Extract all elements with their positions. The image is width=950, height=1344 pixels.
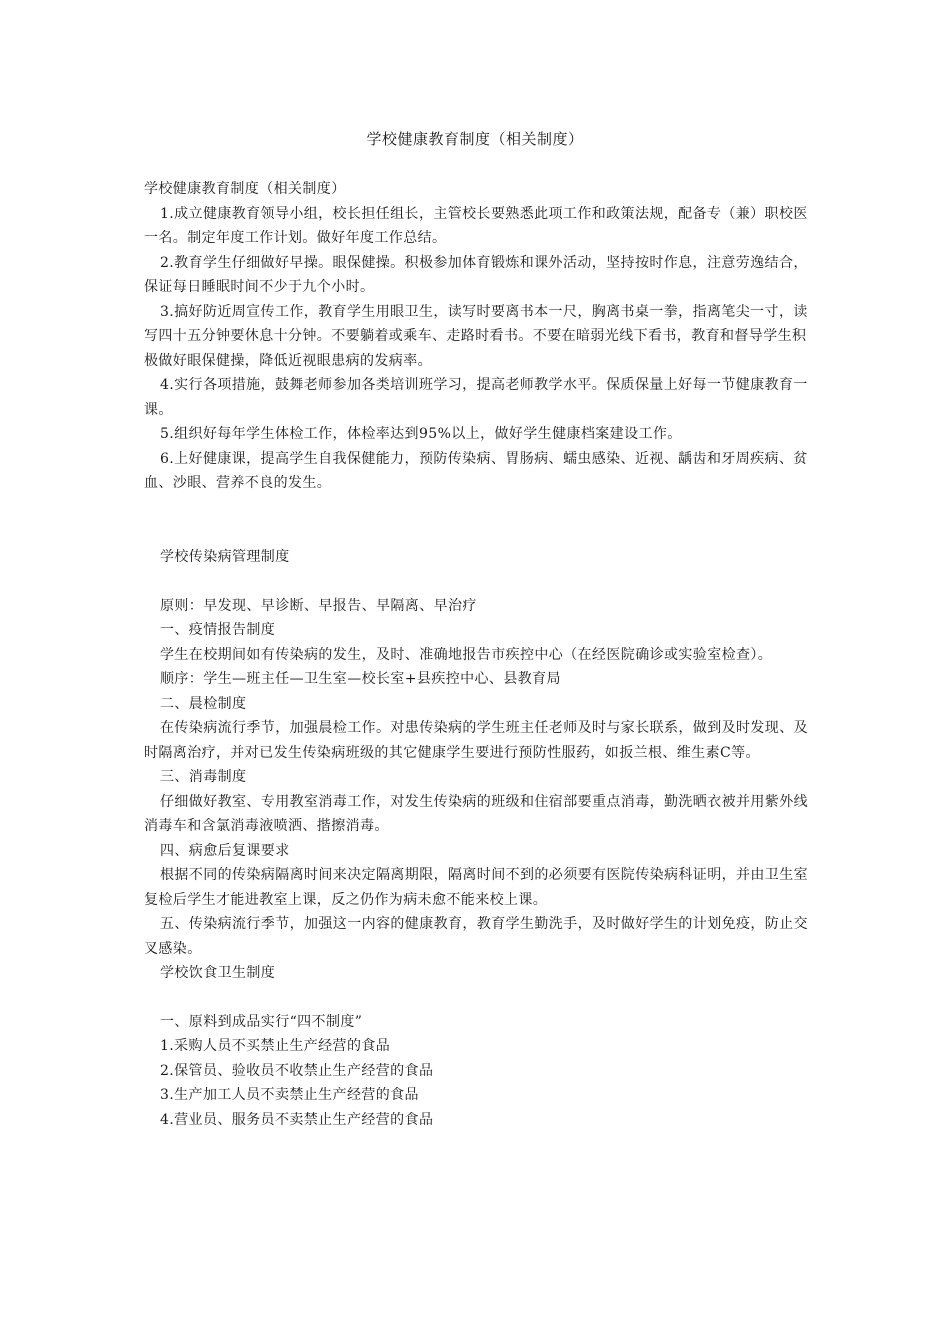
paragraph: 5.组织好每年学生体检工作，体检率达到95%以上，做好学生健康档案建设工作。 (160, 426, 682, 442)
subheading: 一、原料到成品实行“四不制度” (160, 1013, 363, 1030)
paragraph: 仔细做好教室、专用教室消毒工作，对发生传染病的班级和住宿部要重点消毒，勤洗晒衣被并用紫外线消毒车和含氯消毒液喷洒、揩擦消毒。 (144, 793, 808, 834)
paragraph: 4.实行各项措施，鼓舞老师参加各类培训班学习，提高老师教学水平。保质保量上好每一节健康教育一课。 (144, 377, 808, 418)
paragraph: 1.成立健康教育领导小组，校长担任组长，主管校长要熟悉此项工作和政策法规，配备专（兼）职校医一名。制定年度工作计划。做好年度工作总结。 (144, 205, 808, 246)
section-heading-food-hygiene: 学校饮食卫生制度 (160, 965, 276, 981)
list-item: 1.采购人员不买禁止生产经营的食品 (160, 1038, 391, 1054)
subheading: 一、疫情报告制度 (160, 622, 276, 638)
list-item: 2.保管员、验收员不收禁止生产经营的食品 (160, 1062, 434, 1079)
list-item: 3.生产加工人员不卖禁止生产经营的食品 (160, 1087, 419, 1103)
paragraph: 根据不同的传染病隔离时间来决定隔离期限，隔离时间不到的必须要有医院传染病科证明，并由卫生室复检后学生才能进教室上课，反之仍作为病未愈不能来校上课。 (144, 867, 808, 908)
document-title: 学校健康教育制度（相关制度） (366, 130, 584, 148)
paragraph: 6.上好健康课，提高学生自我保健能力，预防传染病、胃肠病、蠕虫感染、近视、龋齿和牙周疾病、贫血、沙眼、营养不良的发生。 (144, 450, 808, 491)
list-item: 4.营业员、服务员不卖禁止生产经营的食品 (160, 1111, 434, 1128)
section-heading-health-education: 学校健康教育制度（相关制度） (144, 181, 346, 197)
paragraph: 在传染病流行季节，加强晨检工作。对患传染病的学生班主任老师及时与家长联系，做到及时发现、及时隔离治疗，并对已发生传染病班级的其它健康学生要进行预防性服药，如扳兰根、维生素C等。 (144, 720, 808, 761)
paragraph: 顺序：学生—班主任—卫生室—校长室+县疾控中心、县教育局 (160, 671, 561, 687)
subheading: 二、晨检制度 (160, 695, 247, 712)
paragraph: 2.教育学生仔细做好早操。眼保健操。积极参加体育锻炼和课外活动，坚持按时作息，注意劳逸结合，保证每日睡眠时间不少于九个小时。 (144, 254, 808, 295)
document-body (144, 177, 812, 1132)
paragraph: 原则：早发现、早诊断、早报告、早隔离、早治疗 (160, 597, 477, 614)
paragraph: 学生在校期间如有传染病的发生，及时、准确地报告市疾控中心（在经医院确诊或实验室检查）。 (160, 646, 773, 663)
paragraph: 3.搞好防近周宣传工作，教育学生用眼卫生，读写时要离书本一尺，胸离书桌一拳，指离笔尖一寸，读写四十五分钟要休息十分钟。不要躺着或乘车、走路时看书。不要在暗弱光线下看书，教育和督导学生积极做好眼保健操，降低近视眼患病的发病率。 (144, 303, 808, 369)
section-heading-infectious-disease: 学校传染病管理制度 (160, 548, 290, 565)
subheading: 三、消毒制度 (160, 769, 247, 785)
subheading: 四、病愈后复课要求 (160, 842, 290, 859)
paragraph: 五、传染病流行季节，加强这一内容的健康教育，教育学生勤洗手，及时做好学生的计划免疫，防止交叉感染。 (144, 916, 808, 957)
